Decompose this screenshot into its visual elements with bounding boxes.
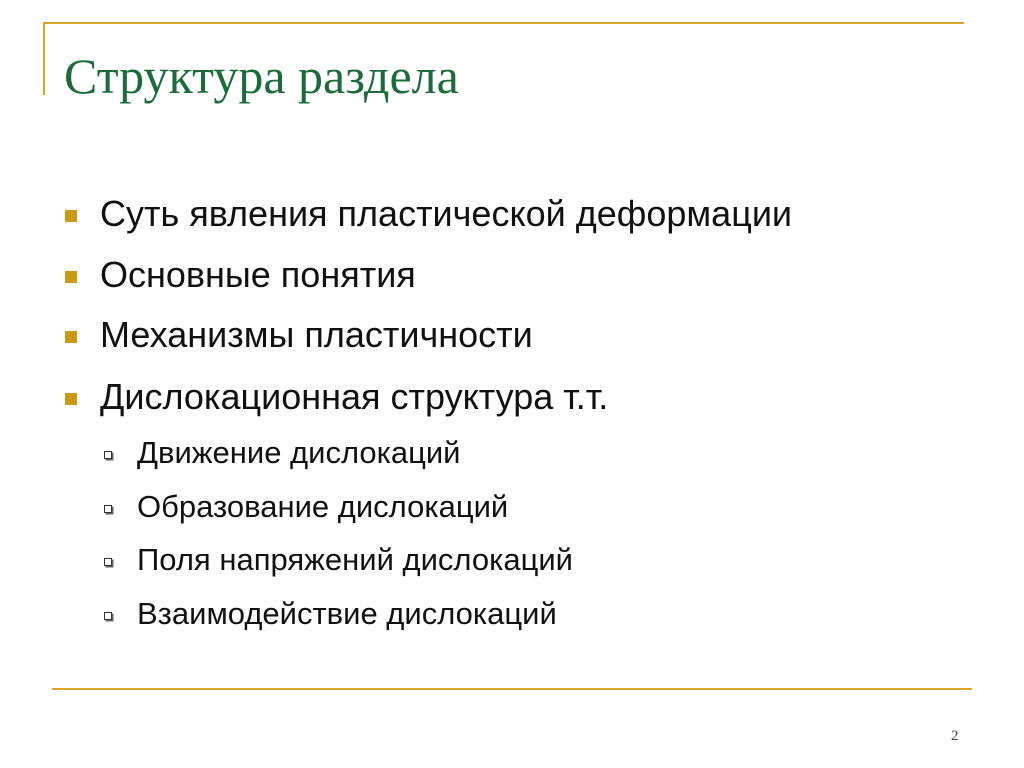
sub-list-item: Взаимодействие дислокаций xyxy=(137,596,557,631)
sub-list-item: Образование дислокаций xyxy=(137,489,509,524)
sub-list-item: Поля напряжений дислокаций xyxy=(137,542,573,577)
square-bullet-icon xyxy=(65,393,77,405)
frame-top-line xyxy=(43,22,964,24)
hollow-square-bullet-icon xyxy=(104,558,112,566)
slide-title: Структура раздела xyxy=(64,48,459,104)
list-item: Основные понятия xyxy=(100,254,416,295)
square-bullet-icon xyxy=(65,210,77,222)
page-number: 2 xyxy=(951,728,959,744)
list-item: Дислокационная структура т.т. xyxy=(100,376,609,417)
footer-divider xyxy=(52,688,972,690)
list-item: Механизмы пластичности xyxy=(100,314,533,355)
square-bullet-icon xyxy=(65,271,77,283)
list-item: Суть явления пластической деформации xyxy=(100,193,793,234)
hollow-square-bullet-icon xyxy=(104,505,112,513)
hollow-square-bullet-icon xyxy=(104,451,112,459)
sub-list-item: Движение дислокаций xyxy=(137,435,461,470)
frame-left-line xyxy=(43,22,45,95)
square-bullet-icon xyxy=(65,331,77,343)
hollow-square-bullet-icon xyxy=(104,612,112,620)
